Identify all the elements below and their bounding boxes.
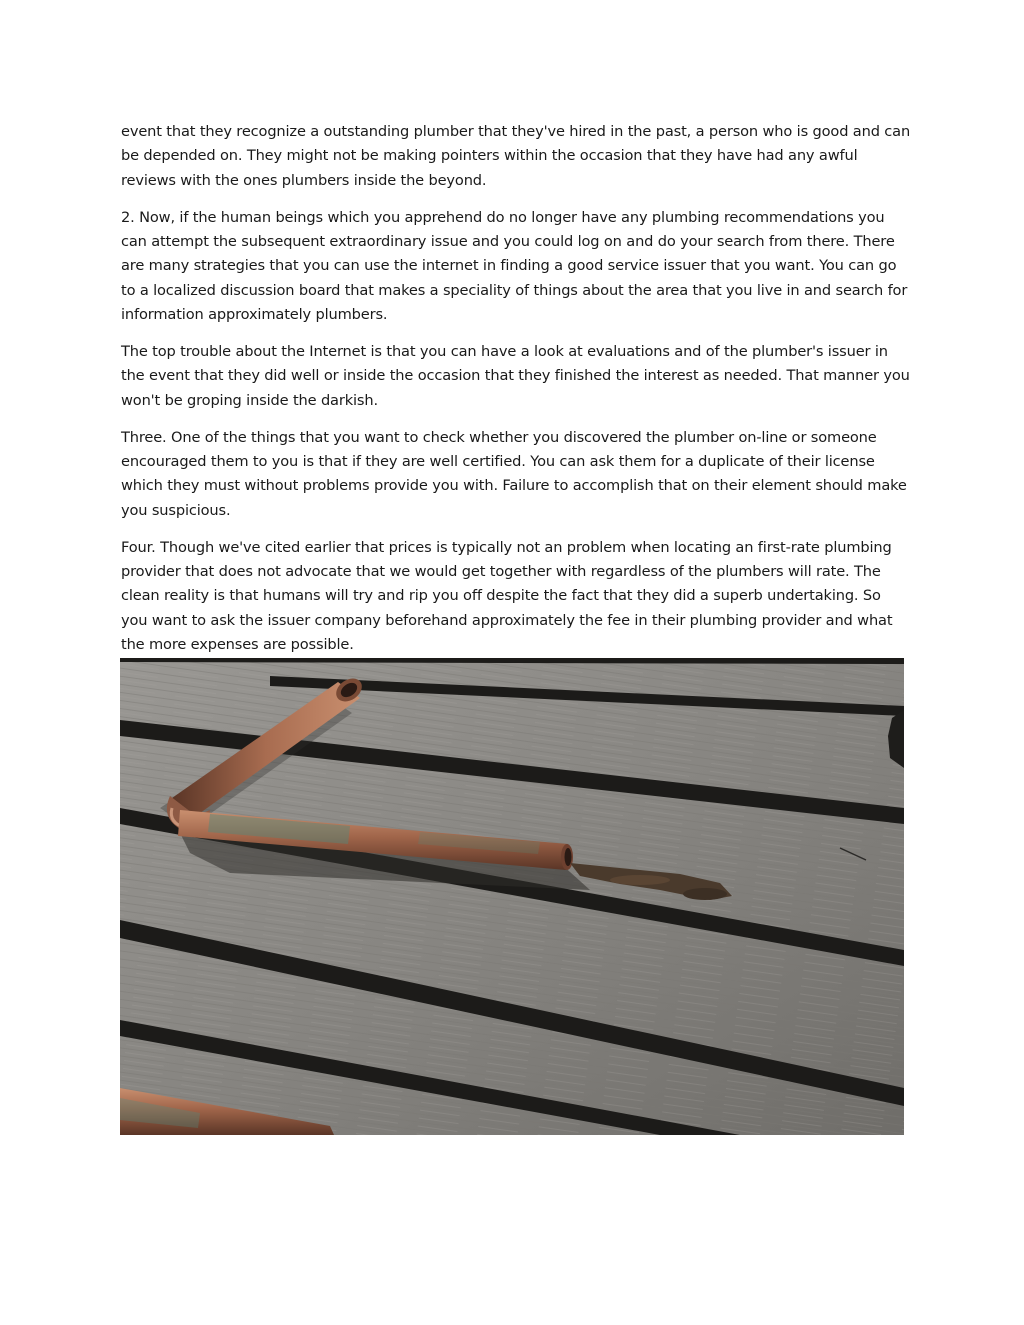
paragraph-1: event that they recognize a outstanding plumber that they've hired in the past, a person who is good and can be depended on. They might not be making pointers within the occasion that they have had any awful reviews with the ones plumbers inside the beyond. [121, 123, 911, 189]
paragraph-5: Four. Though we've cited earlier that prices is typically not an problem when locating an first-rate plumbing provider that does not advocate that we would get together with regardless of the plumbers will rate. The clean reality is that humans will try and rip you off despite the fact that they did a superb undertaking. So you want to ask the issuer company beforehand approximately the fee in their plumbing provider and what the more expenses are possible. [121, 538, 893, 654]
pipe-photo [120, 658, 904, 1135]
paragraph-2: 2. Now, if the human beings which you apprehend do no longer have any plumbing recommendations you can attempt the subsequent extraordinary issue and you could log on and do your search from there. There are many strategies that you can use the internet in finding a good service issuer that you want. You can go to a localized discussion board that makes a speciality of things about the area that you live in and search for information approximately plumbers. [121, 208, 908, 324]
paragraph-3: The top trouble about the Internet is that you can have a look at evaluations and of the plumber's issuer in the event that they did well or inside the occasion that they finished the interest as needed. That manner you won't be groping inside the darkish. [121, 343, 910, 409]
body-text [121, 120, 911, 670]
paragraph-4: Three. One of the things that you want to check whether you discovered the plumber on-line or someone encouraged them to you is that if they are well certified. You can ask them for a duplicate of their license which they must without problems provide you with. Failure to accomplish that on their element should make you suspicious. [121, 428, 907, 519]
